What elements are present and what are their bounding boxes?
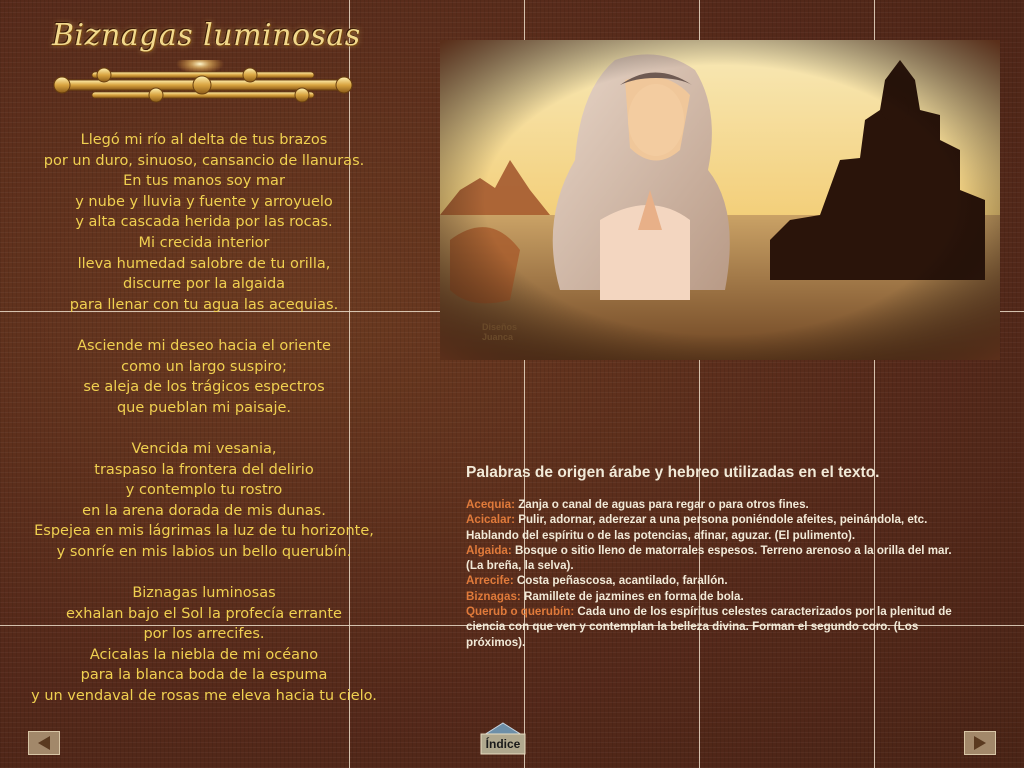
glossary-term: Acequia: xyxy=(466,498,515,511)
glossary-definition: Zanja o canal de aguas para regar o para otros fines. xyxy=(514,498,809,511)
glossary xyxy=(466,462,972,650)
glossary-entry xyxy=(466,589,972,604)
glossary-entry xyxy=(466,604,972,650)
glossary-term: Algaida: xyxy=(466,543,512,557)
glossary-definition: Cada uno de los espíritus celestes caracterizados por la plenitud de ciencia con que ven y contemplan la belleza divina. Forman el segundo coro. (Los próximos). xyxy=(466,605,952,649)
glossary-definition: Costa peñascosa, acantilado, farallón. xyxy=(513,574,728,588)
poem-line: y alta cascada herida por las rocas. xyxy=(75,214,333,231)
next-button[interactable] xyxy=(964,731,996,755)
stanza-break xyxy=(12,315,396,336)
watermark: Diseños Juanca xyxy=(482,322,518,342)
poem-text xyxy=(12,130,396,707)
glossary-term: Acicalar: xyxy=(466,513,515,527)
poem-line: Vencida mi vesania, xyxy=(131,440,277,457)
poem-line: por los arrecifes. xyxy=(143,626,265,643)
poem-line: Acicalas la niebla de mi océano xyxy=(89,646,319,663)
index-button[interactable] xyxy=(478,722,528,756)
ornament-divider xyxy=(52,60,354,104)
illustration-praying-woman xyxy=(440,40,1000,360)
glossary-entry xyxy=(466,543,972,574)
page-title: Biznagas luminosas xyxy=(52,18,361,53)
glossary-term: Arrecife: xyxy=(466,574,514,588)
glossary-entry xyxy=(466,497,972,512)
poem-line: para la blanca boda de la espuma xyxy=(80,667,328,684)
poem-line: por un duro, sinuoso, cansancio de llanuras. xyxy=(43,152,365,169)
poem-line: y un vendaval de rosas me eleva hacia tu cielo. xyxy=(31,688,377,705)
poem-line: traspaso la frontera del delirio xyxy=(94,461,314,478)
poem-line: como un largo suspiro; xyxy=(121,358,287,375)
arrow-left-icon xyxy=(29,732,59,754)
poem-line: en la arena dorada de mis dunas. xyxy=(82,502,326,519)
glossary-entry xyxy=(466,512,972,543)
poem-line: se aleja de los trágicos espectros xyxy=(83,379,325,396)
prev-button[interactable] xyxy=(28,731,60,755)
glossary-term: Querub o querubín: xyxy=(466,605,575,619)
stanza-break xyxy=(12,418,396,439)
poem-line: Llegó mi río al delta de tus brazos xyxy=(80,132,328,148)
stanza-break xyxy=(12,562,396,583)
poem-line: lleva humedad salobre de tu orilla, xyxy=(77,255,331,272)
poem-line: y sonríe en mis labios un bello querubín. xyxy=(56,543,352,560)
arrow-right-icon xyxy=(965,732,995,754)
glossary-definition: Bosque o sitio lleno de matorrales espesos. Terreno arenoso a la orilla del mar. (La breña, la selva). xyxy=(466,543,952,573)
glossary-term: Biznagas: xyxy=(466,589,521,603)
poem-line: exhalan bajo el Sol la profecía errante xyxy=(66,605,342,622)
poem-line: que pueblan mi paisaje. xyxy=(116,399,292,416)
poem-line: Biznagas luminosas xyxy=(132,585,276,602)
poem-line: para llenar con tu agua las acequias. xyxy=(69,296,339,313)
poem-line: discurre por la algaida xyxy=(122,276,286,293)
poem-line: y contemplo tu rostro xyxy=(125,482,283,499)
glossary-heading: Palabras de origen árabe y hebreo utilizadas en el texto. xyxy=(466,464,880,481)
glossary-entry xyxy=(466,573,972,588)
poem-line: Espejea en mis lágrimas la luz de tu horizonte, xyxy=(34,523,374,540)
poem-line: y nube y lluvia y fuente y arroyuelo xyxy=(75,193,333,210)
glossary-definition: Pulir, adornar, aderezar a una persona poniéndole afeites, peinándola, etc. Hablando del espíritu o de las potencias, afinar, aguzar. (El pulimento). xyxy=(466,513,928,542)
poem-line: Asciende mi deseo hacia el oriente xyxy=(77,337,331,354)
index-label: Índice xyxy=(485,737,521,751)
poem-line: En tus manos soy mar xyxy=(123,173,285,190)
poem-line: Mi crecida interior xyxy=(138,234,270,251)
glossary-definition: Ramillete de jazmines en forma de bola. xyxy=(520,589,744,603)
